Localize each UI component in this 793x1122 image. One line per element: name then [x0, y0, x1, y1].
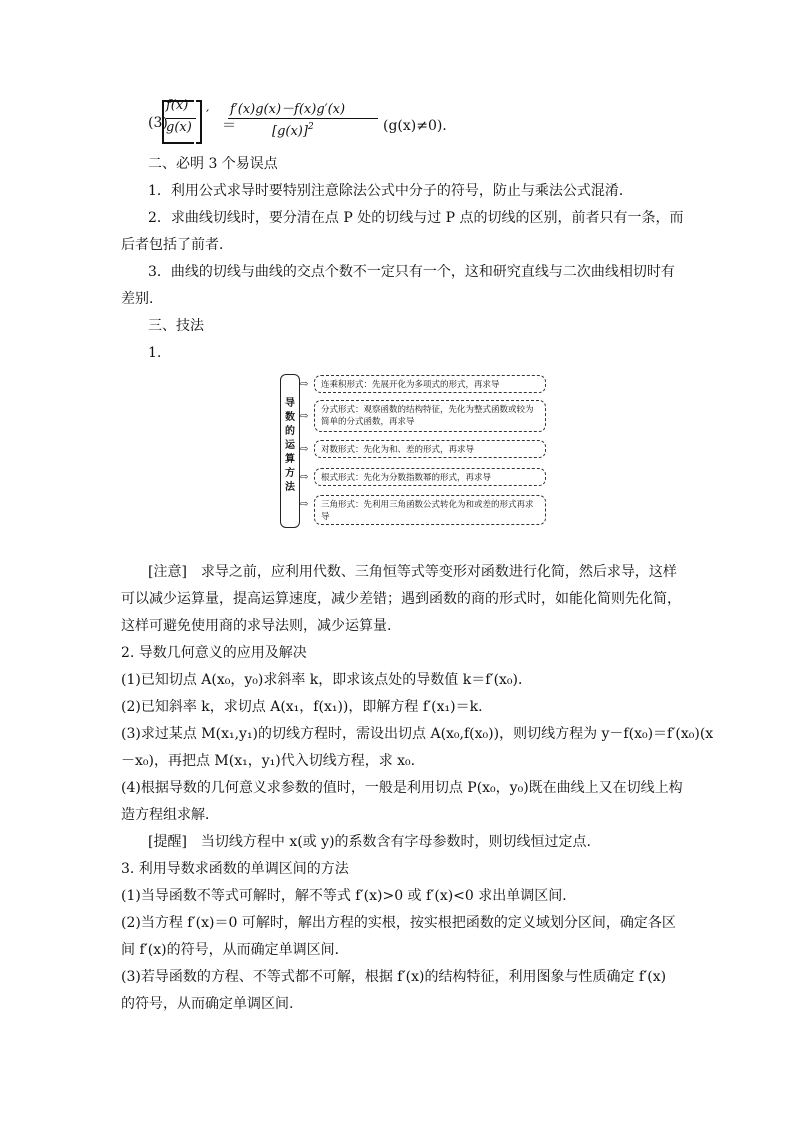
note-line-3: 这样可避免使用商的求导法则，减少运算量. [121, 618, 392, 634]
arrow-icon: ⇨ [300, 499, 309, 510]
part3-item-3-line-1: (3)若导函数的方程、不等式都不可解，根据 f′(x)的结构特征，利用图象与性质确定 f′(x) [121, 969, 667, 985]
method-box-logarithm: 对数形式：先化为和、差的形式，再求导 [314, 440, 546, 458]
quotient-rule-formula [148, 98, 468, 148]
part2-item-1: (1)已知切点 A(x₀，y₀)求斜率 k，即求该点处的导数值 k＝f′(x₀)． [121, 672, 533, 688]
mistake-item-3-line-2: 差别． [121, 291, 163, 307]
method-box-trigonometric: 三角形式：先利用三角函数公式转化为和或差的形式再求导 [314, 495, 546, 525]
denominator-exponent: 2 [307, 122, 314, 132]
right-bracket [196, 100, 202, 144]
mistake-item-1: 1．利用公式求导时要特别注意除法公式中分子的符号，防止与乘法公式混淆． [148, 183, 633, 199]
part2-item-4-line-1: (4)根据导数的几何意义求参数的值时，一般是利用切点 P(x₀，y₀)既在曲线上又在切线上构 [121, 780, 683, 796]
note-line-2: 可以减少运算量，提高运算速度，减少差错；遇到函数的商的形式时，如能化简则先化简， [121, 591, 681, 607]
method-box-fraction: 分式形式：观察函数的结构特征，先化为整式函数或较为简单的分式函数，再求导 [314, 400, 546, 432]
part2-item-4-line-2: 造方程组求解． [121, 807, 219, 823]
part3-heading: 3. 利用导数求函数的单调区间的方法 [121, 861, 349, 877]
mistake-item-3-line-1: 3．曲线的切线与曲线的交点个数不一定只有一个，这和研究直线与二次曲线相切时有 [148, 264, 675, 280]
arrow-icon: ⇨ [300, 472, 309, 483]
part2-tip: [提醒] 当切线方程中 x(或 y)的系数含有字母参数时，则切线恒过定点. [148, 834, 592, 850]
part3-item-2-line-2: 间 f′(x)的符号，从而确定单调区间． [121, 942, 349, 958]
denominator-base: [g(x)] [272, 124, 308, 139]
diagram-title-box [280, 374, 300, 528]
method-box-radical: 根式形式：先化为分数指数幂的形式，再求导 [314, 468, 546, 486]
technique-item-1: 1. [148, 345, 162, 361]
result-fraction-bar [228, 118, 378, 119]
part2-heading: 2. 导数几何意义的应用及解决 [121, 645, 307, 661]
section-heading-techniques: 三、技法 [148, 318, 204, 334]
part3-item-2-line-1: (2)当方程 f′(x)＝0 可解时，解出方程的实根，按实根把函数的定义域划分区间，确定各区 [121, 915, 676, 931]
formula-label: (3) [148, 115, 168, 131]
mistake-item-2-line-2: 后者包括了前者． [121, 237, 233, 253]
part2-item-3-line-2: －x₀)，再把点 M(x₁，y₁)代入切线方程，求 x₀. [121, 753, 416, 769]
mistake-item-2-line-1: 2．求曲线切线时，要分清在点 P 处的切线与过 P 点的切线的区别，前者只有一条，而 [148, 210, 684, 226]
note-line-1: [注意] 求导之前，应利用代数、三角恒等式等变形对函数进行化简，然后求导，这样 [148, 564, 677, 580]
inner-fraction-bar [166, 118, 196, 119]
inner-denominator: g(x) [166, 120, 192, 135]
diagram-title: 导数的运算方法 [285, 398, 295, 493]
formula-condition: (g(x)≠0)． [383, 118, 457, 134]
method-box-product: 连乘积形式：先展开化为多项式的形式，再求导 [314, 375, 546, 393]
arrow-icon: ⇨ [300, 444, 309, 455]
section-heading-mistakes: 二、必明 3 个易误点 [148, 156, 278, 172]
part2-item-3-line-1: (3)求过某点 M(x₁,y₁)的切线方程时，需设出切点 A(x₀,f(x₀))，则切线方程为 y－f(x₀)＝f′(x₀)(x [121, 726, 714, 742]
part3-item-1: (1)当导函数不等式可解时，解不等式 f′(x)>0 或 f′(x)<0 求出单调区间． [121, 888, 577, 904]
part2-item-2: (2)已知斜率 k，求切点 A(x₁，f(x₁))，即解方程 f′(x₁)＝k. [121, 699, 483, 715]
arrow-icon: ⇨ [300, 411, 309, 422]
inner-numerator: f(x) [166, 98, 189, 113]
part3-item-3-line-2: 的符号，从而确定单调区间. [121, 996, 294, 1012]
derivative-prime: ′ [206, 108, 210, 124]
derivative-methods-diagram [280, 374, 550, 528]
arrow-icon: ⇨ [300, 379, 309, 390]
equals-sign: ＝ [222, 118, 236, 134]
result-denominator [272, 122, 314, 139]
result-numerator: f′(x)g(x)－f(x)g′(x) [230, 102, 346, 117]
